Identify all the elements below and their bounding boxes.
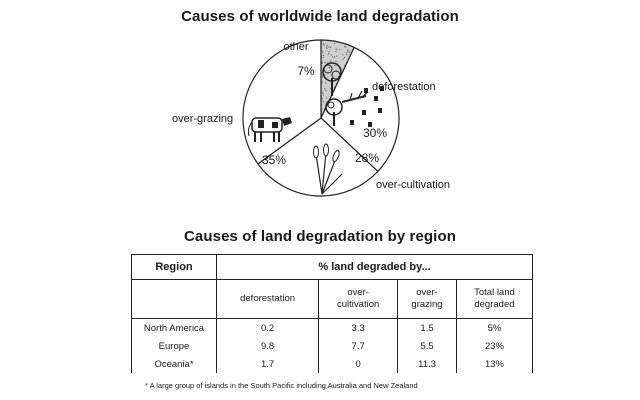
stipple-dot <box>322 51 323 52</box>
stipple-dot <box>323 94 324 95</box>
stipple-dot <box>332 56 333 57</box>
table-row <box>132 337 533 355</box>
stipple-dot <box>342 54 343 55</box>
table-cell: 5.5 <box>398 337 457 355</box>
stipple-dot <box>328 46 329 47</box>
table-row <box>132 319 533 338</box>
col-header-deforestation: deforestation <box>217 280 319 319</box>
stipple-dot <box>331 54 332 55</box>
pie-value-over-grazing: 35% <box>261 153 287 167</box>
stipple-dot <box>323 101 324 102</box>
stipple-dot <box>324 62 325 63</box>
stipple-dot <box>335 61 336 62</box>
col-header-over-grazing: over- grazing <box>398 280 457 319</box>
stipple-dot <box>347 50 348 51</box>
pie-label-over-cultivation: over-cultivation <box>376 179 450 191</box>
col-header-over-cultivation: over- cultivation <box>319 280 398 319</box>
stipple-dot <box>344 46 345 47</box>
pie-chart-title: Causes of worldwide land degradation <box>181 8 459 25</box>
stipple-dot <box>322 92 323 93</box>
stipple-dot <box>335 51 336 52</box>
region-name: Europe <box>132 337 217 355</box>
pie-value-other: 7% <box>297 64 315 78</box>
table-cell: 11.3 <box>398 355 457 373</box>
stipple-dot <box>334 56 335 57</box>
stipple-dot <box>334 43 335 44</box>
stipple-dot <box>326 48 327 49</box>
stipple-dot <box>334 65 335 66</box>
stipple-dot <box>329 67 330 68</box>
table-cell: 9.8 <box>217 337 319 355</box>
stipple-dot <box>329 51 330 52</box>
stipple-dot <box>328 53 329 54</box>
table-cell: 5% <box>456 319 532 338</box>
group-header: % land degraded by... <box>217 255 533 280</box>
stipple-dot <box>325 82 326 83</box>
region-table <box>131 254 533 373</box>
stipple-dot <box>327 45 328 46</box>
empty-cell <box>132 280 217 319</box>
pie-label-other: other <box>283 41 309 53</box>
stipple-dot <box>324 44 325 45</box>
pie-value-over-cultivation: 28% <box>354 151 380 165</box>
table-cell: 1.5 <box>398 319 457 338</box>
table-cell: 23% <box>456 337 532 355</box>
stipple-dot <box>346 52 347 53</box>
col-header-total: Total land degraded <box>456 280 532 319</box>
stipple-dot <box>325 90 326 91</box>
stipple-dot <box>336 56 337 57</box>
stipple-dot <box>324 88 325 89</box>
region-header: Region <box>132 255 217 280</box>
pie-label-deforestation: deforestation <box>372 81 436 93</box>
region-name: North America <box>132 319 217 338</box>
stipple-dot <box>339 49 340 50</box>
table-cell: 0 <box>319 355 398 373</box>
footnote: * A large group of islands in the South Pacific including Australia and New Zealand <box>145 381 418 390</box>
table-cell: 1.7 <box>217 355 319 373</box>
stipple-dot <box>322 81 323 82</box>
stipple-dot <box>336 49 337 50</box>
region-name: Oceania* <box>132 355 217 373</box>
stipple-dot <box>349 52 350 53</box>
stipple-dot <box>321 63 322 64</box>
table-row <box>132 355 533 373</box>
table-title: Causes of land degradation by region <box>184 228 456 245</box>
stipple-dot <box>326 97 327 98</box>
table-cell: 0.2 <box>217 319 319 338</box>
table-cell: 13% <box>456 355 532 373</box>
table-cell: 7.7 <box>319 337 398 355</box>
pie-value-deforestation: 30% <box>362 126 388 140</box>
stipple-dot <box>323 43 324 44</box>
stipple-dot <box>346 54 347 55</box>
table-cell: 3.3 <box>319 319 398 338</box>
stipple-dot <box>322 98 323 99</box>
stipple-dot <box>330 60 331 61</box>
stipple-dot <box>342 58 343 59</box>
stipple-dot <box>344 57 345 58</box>
stipple-dot <box>330 47 331 48</box>
stipple-dot <box>345 46 346 47</box>
stipple-dot <box>323 57 324 58</box>
pie-label-over-grazing: over-grazing <box>172 113 234 125</box>
stipple-dot <box>323 55 324 56</box>
